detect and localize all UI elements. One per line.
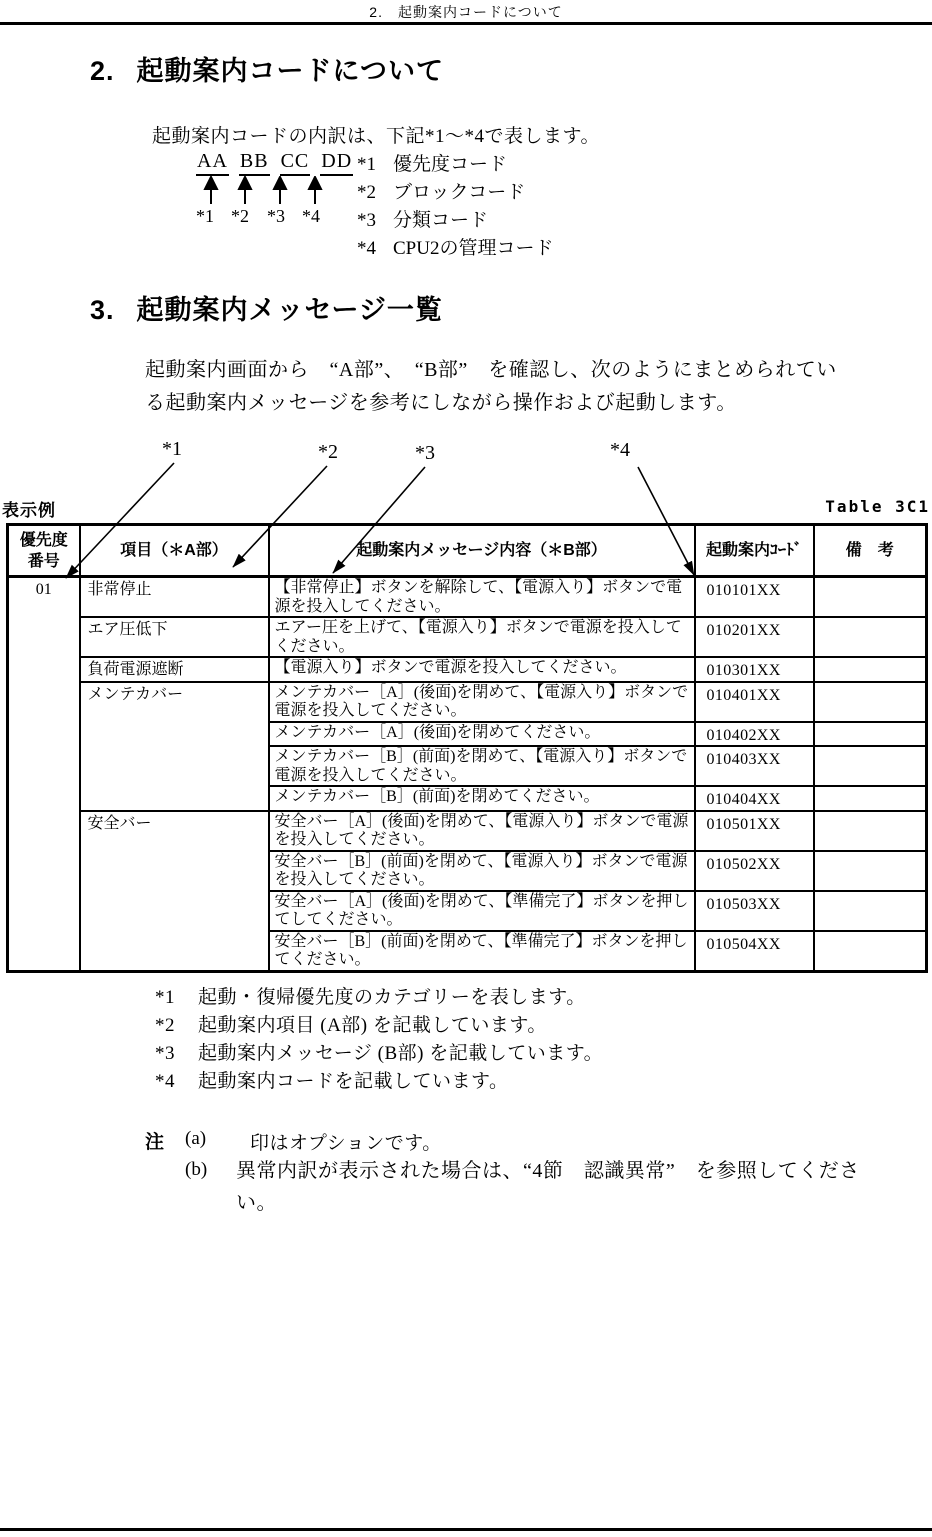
code-cell: 010404XX [695,786,814,811]
table-caption-number: Table 3C1 [825,497,930,516]
remarks-cell [814,811,927,851]
remarks-cell [814,746,927,786]
section2-heading [90,49,444,88]
message-cell: 安全バー［A］(後面)を閉めて、【電源入り】ボタンで電源を投入してください。 [269,811,695,851]
section3-heading [90,288,443,327]
col-header-priority-line2: 番号 [27,552,60,570]
note-a-text: 印はオプションです。 [250,1133,442,1154]
remarks-cell [814,617,927,657]
message-cell: メンテカバー［B］(前面)を閉めてください。 [269,786,695,811]
remarks-cell [814,891,927,931]
legend-ref: *1 [357,154,376,175]
note-a-ref: (a) [185,1128,207,1149]
code-legend [357,149,553,261]
code-cell: 010201XX [695,617,814,657]
legend-text: 分類コード [393,210,489,231]
code-cell: 010101XX [695,577,814,618]
table-header-row [8,525,927,577]
pointer-label-4: *4 [302,206,320,226]
message-cell: メンテカバー［A］(後面)を閉めてください。 [269,722,695,747]
footnote [155,982,603,1010]
remarks-cell [814,851,927,891]
item-cell: 安全バー [80,811,269,972]
pointer-label-2: *2 [231,206,249,226]
code-format-row [196,150,359,176]
footnote-text: 起動案内コードを記載しています。 [198,1071,509,1092]
callout-label-3: *3 [415,442,435,464]
code-part-bb: BB [239,150,270,176]
legend-item [357,205,553,233]
message-cell: 安全バー［B］(前面)を閉めて、【電源入り】ボタンで電源を投入してください。 [269,851,695,891]
section2-title: 起動案内コードについて [136,56,444,86]
remarks-cell [814,931,927,972]
section3-title: 起動案内メッセージ一覧 [136,295,443,325]
col-header-remarks: 備 考 [814,525,927,577]
code-part-cc: CC [280,150,311,176]
item-cell: メンテカバー [80,682,269,811]
code-cell: 010503XX [695,891,814,931]
table-caption-example: 表示例 [2,501,56,520]
legend-item [357,149,553,177]
col-header-item: 項目（＊A部） [80,525,269,577]
legend-ref: *4 [357,238,376,259]
footnote-text: 起動案内メッセージ (B部) を記載しています。 [198,1043,604,1064]
code-cell: 010504XX [695,931,814,972]
footnote [155,1038,603,1066]
legend-text: 優先度コード [393,154,508,175]
header-rule [0,22,932,25]
legend-text: CPU2の管理コード [393,238,554,259]
footnote [155,1010,603,1038]
pointer-label-3: *3 [267,206,285,226]
callout-label-1: *1 [162,438,182,460]
legend-item [357,233,553,261]
message-cell: 【電源入り】ボタンで電源を投入してください。 [269,657,695,682]
message-cell: 安全バー［B］(前面)を閉めて、【準備完了】ボタンを押してください。 [269,931,695,972]
up-arrows-graphic [195,176,335,206]
remarks-cell [814,577,927,618]
remarks-cell [814,682,927,722]
item-cell: 負荷電源遮断 [80,657,269,682]
table-row [8,577,927,618]
table-row [8,617,927,657]
note-label: 注 [145,1132,165,1153]
code-cell: 010501XX [695,811,814,851]
table-row [8,811,927,851]
startup-message-table [6,523,928,973]
code-part-dd: DD [320,150,353,176]
section2-number: 2. [90,56,115,86]
remarks-cell [814,786,927,811]
priority-cell: 01 [8,577,80,972]
item-cell: 非常停止 [80,577,269,618]
item-cell: エア圧低下 [80,617,269,657]
code-cell: 010402XX [695,722,814,747]
legend-text: ブロックコード [393,182,526,203]
pointer-label-1: *1 [196,206,214,226]
message-cell: 【非常停止】ボタンを解除して、【電源入り】ボタンで電源を投入してください。 [269,577,695,618]
remarks-cell [814,657,927,682]
col-header-code: 起動案内ｺｰﾄﾞ [695,525,814,577]
section3-number: 3. [90,295,115,325]
footnote-text: 起動・復帰優先度のカテゴリーを表します。 [198,987,586,1008]
code-part-aa: AA [196,150,229,176]
note-b-text: 異常内訳が表示された場合は、“4節 認識異常” を参照してください。 [236,1160,860,1214]
legend-ref: *3 [357,210,376,231]
section3-intro: 起動案内画面から “A部”、 “B部” を確認し、次のようにまとめられている起動案内メッセージを参考にしながら操作および起動します。 [145,359,837,414]
footnote [155,1066,603,1094]
col-header-message: 起動案内メッセージ内容（＊B部） [269,525,695,577]
message-cell: エアー圧を上げて、【電源入り】ボタンで電源を投入してください。 [269,617,695,657]
remarks-cell [814,722,927,747]
footnotes [155,982,603,1094]
message-cell: 安全バー［A］(後面)を閉めて、【準備完了】ボタンを押してしてください。 [269,891,695,931]
note-b-ref: (b) [185,1159,208,1180]
code-cell: 010502XX [695,851,814,891]
col-header-priority-line1: 優先度 [19,531,68,549]
table-row [8,682,927,722]
table-row [8,657,927,682]
section2-intro: 起動案内コードの内訳は、下記*1～*4で表します。 [152,126,600,147]
message-cell: メンテカバー［B］(前面)を閉めて、【電源入り】ボタンで電源を投入してください。 [269,746,695,786]
legend-ref: *2 [357,182,376,203]
message-cell: メンテカバー［A］(後面)を閉めて、【電源入り】ボタンで電源を投入してください。 [269,682,695,722]
footnote-ref: *4 [155,1071,175,1092]
code-cell: 010401XX [695,682,814,722]
callout-label-2: *2 [318,441,338,463]
col-header-priority [8,525,80,577]
code-cell: 010301XX [695,657,814,682]
callout-label-4: *4 [610,439,630,461]
footnote-ref: *2 [155,1015,175,1036]
footnote-ref: *1 [155,987,175,1008]
legend-item [357,177,553,205]
footer-rule [0,1528,932,1531]
footnote-text: 起動案内項目 (A部) を記載しています。 [198,1015,547,1036]
footnote-ref: *3 [155,1043,175,1064]
running-header: 2. 起動案内コードについて [369,4,563,20]
code-cell: 010403XX [695,746,814,786]
